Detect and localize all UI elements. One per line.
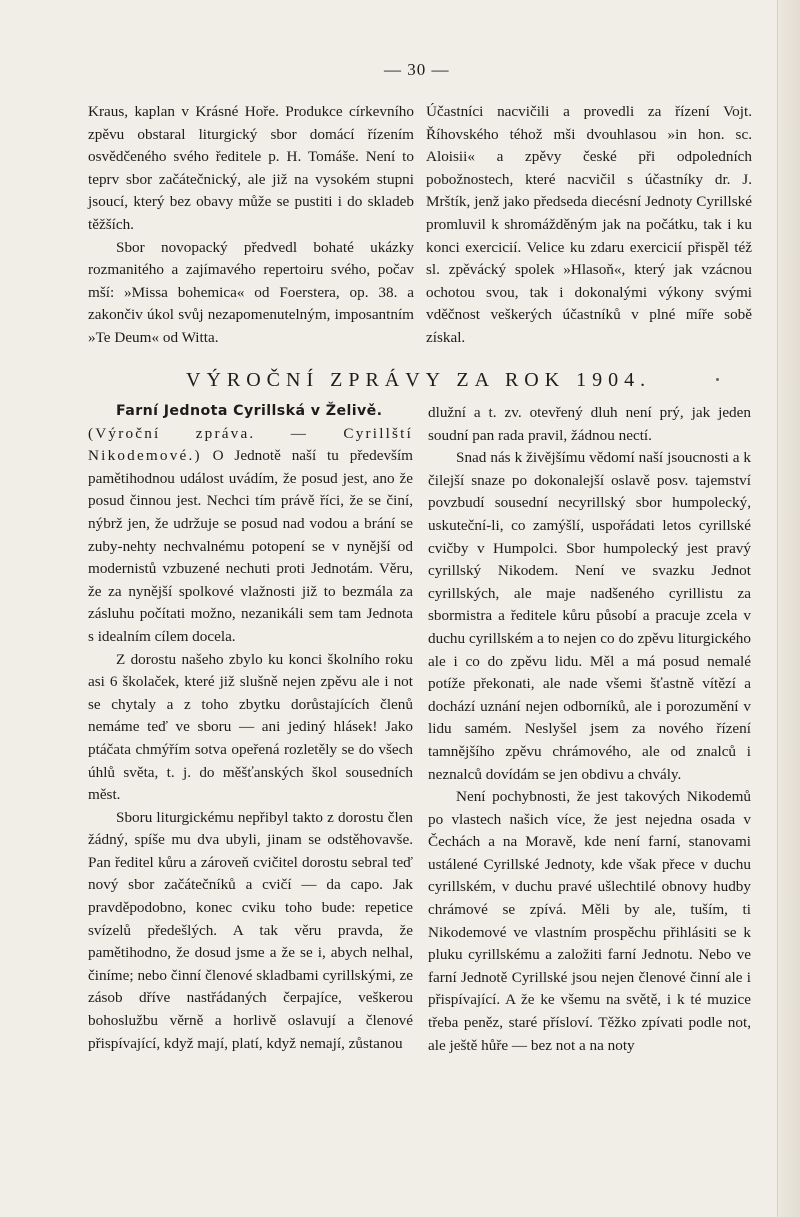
stray-mark <box>716 378 719 381</box>
page-edge <box>777 0 800 1217</box>
paragraph: Kraus, kaplan v Krásné Hoře. Produkce církevního zpěvu obstaral liturgický sbor domácí řízením osvědčeného svého ředitele p. H. Tomáše. Není to teprv sbor začátečnický, ale již na vysokém stupni jsoucí, který bez obavy může se pustiti i do skladeb těžších. <box>88 103 414 233</box>
article-subheading: (Výroční zpráva. — Cyrillští Nikodemové.) <box>88 424 413 465</box>
paragraph: Sbor novopacký předvedl bohaté ukázky rozmanitého a zajímavého repertoiru svého, počav mší: »Missa bohemica« od Foerstera, op. 38. a zakončiv úkol svůj nezapomenutelným, imposantním »Te Deum« od Witta. <box>88 238 414 346</box>
article-left-column <box>88 400 413 1055</box>
article-intro <box>88 400 413 649</box>
paragraph: Z dorostu našeho zbylo ku konci školního roku asi 6 školaček, které již slušně nejen zpěvu ale i not se chytaly a z toho zbytku dorůstajících členů nemáme teď ve sboru — ani jediný hlásek! Jako ptáčata chmýřím sotva opeřená rozletěly se do všech úhlů světa, t. j. do měšťanských škol sousedních měst. <box>88 650 413 804</box>
top-left-column <box>88 101 414 350</box>
article-right-column <box>428 402 751 1057</box>
paragraph: dlužní a t. zv. otevřený dluh není prý, jak jeden soudní pan rada pravil, žádnou nectí. <box>428 404 751 444</box>
paragraph: Není pochybnosti, že jest takových Nikodemů po vlastech našich více, že jest nejedna osada v Čechách a na Moravě, kde není farní, stanovami ustálené Cyrillské Jednoty, kde však přece v duchu cyrillském, v duchu pravé ušlechtilé obnovy hudby chrámové se zpívá. Měli by ale, tuším, ti Nikodemové ve vlastním prospěchu přihlásiti se k pluku cyrillskému a založiti farní Jednotu. Nebo ve farní Jednotě Cyrillské jsou nejen členové činní ale i přispívající. A že ke všemu na světě, i k té muzice třeba peněz, staré přísloví. Těžko zpívati podle not, ale ještě hůře — bez not a na noty <box>428 788 751 1054</box>
top-right-column <box>426 101 752 350</box>
section-title: VÝROČNÍ ZPRÁVY ZA ROK 1904. <box>186 369 652 391</box>
paragraph: Účastníci nacvičili a provedli za řízení Vojt. Říhovského téhož mši dvouhlasou »in hon. sc. Aloisii« a zpěvy české při odpoledních pobožnostech, které nacvičil s účastníky dr. J. Mrštík, jenž jako předseda diecésní Jednoty Cyrillské promluvil k shromážděným jak na počátku, tak i ku konci exercicií. Velice ku zdaru exercicií přispěl též sl. zpěvácký spolek »Hlasoň«, který jak vzácnou ochotou svou, tak i dokonalými výkony svými vděčnost veškerých účastníků v plné míře sobě získal. <box>426 103 752 346</box>
page-number: — 30 — <box>384 60 450 79</box>
article-heading: Farní Jednota Cyrillská v Želivě. <box>116 403 383 419</box>
paragraph: Sboru liturgickému nepřibyl takto z dorostu člen žádný, spíše mu dva ubyli, jinam se odstěhovavše. Pan ředitel kůru a zároveň cvičitel dorostu sebral teď nový sbor začátečníků a cvičí — da capo. Jak pravděpodobno, konec cviku toho bude: repetice svízelů předešlých. A tak věru pravda, že pamětihodno, že dosud jsme a že se i, abych nelhal, činíme; nebo činní členové skladbami cyrillskými, ze zásob dříve nastřádaných čerpajíce, veškerou bohoslužbu věrně a horlivě oslavují a členové přispívající, když mají, platí, když nemají, zůstanou <box>88 808 413 1052</box>
paragraph: Snad nás k živějšímu vědomí naší jsoucnosti a k čilejší snaze po dokonalejší oslavě posv. tajemství povzbudí sousední necyrillský sbor humpolecký, uskuteční-li, co zamýšlí, uspořádati letos cyrillské cvičby v Humpolci. Sbor humpolecký jest pravý cyrillský Nikodem. Není ve svazku Jednot cyrillských, ale maje nadšeného cyrillistu za sbormistra a ředitele kůru působí a pracuje zcela v duchu cyrillském a to nejen co do zpěvu liturgického ale i co do zpěvu lidu. Měl a má posud nemalé potíže překonati, ale nade všemi šťastně vítězí a dochází uznání nejen odborníků, ale i porozumění v lidu samém. Neslyšel jsem za nového řízení tamnějšího zpěvu chrámového, ale od znalců i neznalců dovídám se jen obdivu a chvály. <box>428 449 751 783</box>
article-lead-text: O Jednotě naší tu především pamětihodnou událost uvádím, že posud jest, ano že posud činnou jest. Nechci tím právě říci, že se činí, nýbrž jen, že udržuje se posud nad vodou a brání se zuby-nehty nechvalnému potopení se v nynější od modernistů vzbuzené nechuti proti Jednotám. Věru, že za nynější spolkové vlažnosti již to bezmála za zásluhu počítati možno, nezanikáli sem tam Jednota s idealním cílem docela. <box>88 447 413 645</box>
